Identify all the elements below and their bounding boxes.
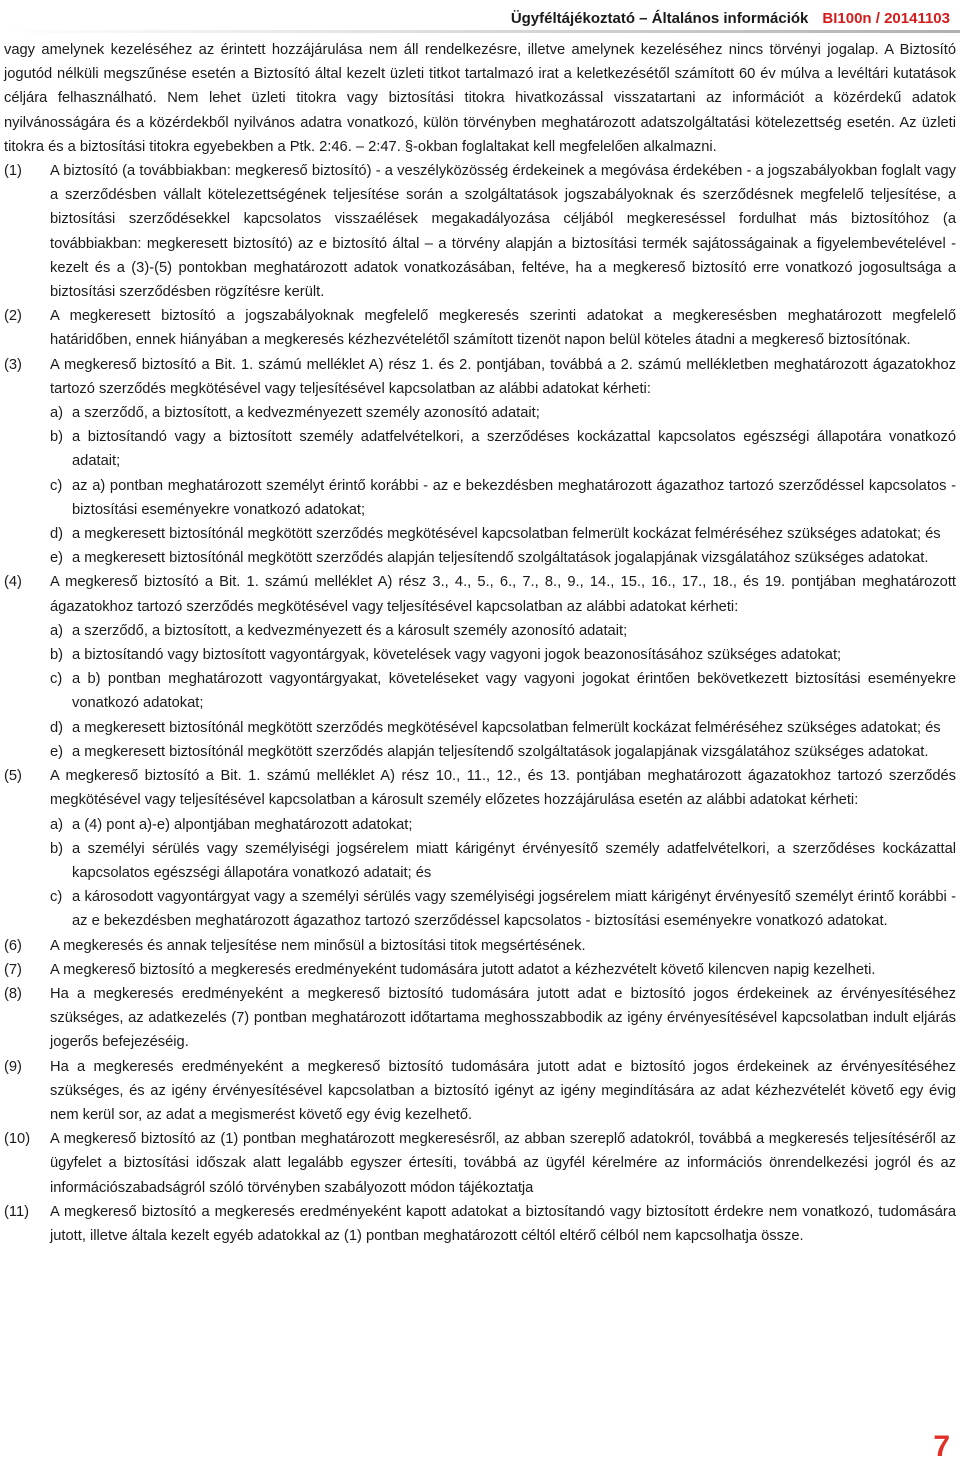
page-body (4, 38, 956, 1248)
list-item-text: A megkereső biztosító a Bit. 1. számú melléklet A) rész 1. és 2. pontjában, továbbá a 2. számú mellékletben meghatározott ágazatokhoz tartozó szerződés megkötésével vagy teljesítésével kapcsolatban az alábbi adatokat kérheti: (50, 356, 956, 397)
list-item-content (50, 570, 956, 764)
list-item (4, 764, 956, 933)
list-item-content (50, 934, 956, 958)
numbered-list (4, 159, 956, 1248)
list-item-text: A megkereső biztosító a Bit. 1. számú melléklet A) rész 3., 4., 5., 6., 7., 8., 9., 14., 15., 16., 17., 18., és 19. pontjában meghatározott ágazatokhoz tartozó szerződés megkötésével vagy teljesítésével kapcsolatban az alábbi adatokat kérheti: (50, 574, 956, 615)
sub-item-letter: a) (50, 405, 64, 422)
sub-item (50, 837, 956, 885)
list-item-number: (3) (4, 356, 22, 373)
list-item-text: Ha a megkeresés eredményeként a megkereső biztosító tudomására jutott adat e biztosító jogos érdekeinek az érvényesítéséhez szükséges, az adatkezelés (7) pontban meghatározott időtartama meghosszabbodik az igény érvényesítésével kapcsolatban indult eljárás jogerős befejezéséig. (50, 985, 956, 1051)
list-item (4, 982, 956, 1055)
list-item-number: (7) (4, 961, 22, 978)
list-item-content (50, 353, 956, 571)
header-document-code: BI100n / 20141103 (822, 9, 950, 27)
list-item-number: (11) (4, 1203, 30, 1220)
list-item-text: A megkeresett biztosító a jogszabályoknak megfelelő megkeresés szerinti adatokat a megkeresésben meghatározott megfelelő határidőben, ennek hiányában a megkeresés kézhezvételétől számított tizenöt napon belül köteles átadni a megkereső biztosítónak. (50, 308, 956, 349)
list-item-content (50, 1127, 956, 1200)
sub-item (50, 425, 956, 473)
sub-item (50, 716, 956, 740)
sub-item-letter: e) (50, 550, 64, 567)
list-item-number: (10) (4, 1131, 31, 1148)
sub-item-letter: b) (50, 429, 64, 446)
list-item-text: A megkeresés és annak teljesítése nem minősül a biztosítási titok megsértésének. (50, 937, 586, 954)
list-item-number: (1) (4, 163, 22, 180)
page-number: 7 (933, 1430, 950, 1463)
sub-item-letter: c) (50, 477, 63, 494)
list-item-text: A megkereső biztosító a megkeresés eredményeként kapott adatokat a biztosítandó vagy biztosított érdekre nem vonatkozó, tudomására jutott, illetve általa kezelt egyéb adatokkal az (1) pontban meghatározott céltól eltérő célból nem kapcsolhatja össze. (50, 1203, 956, 1244)
sub-item-letter: d) (50, 526, 64, 543)
sub-item-letter: d) (50, 719, 64, 736)
list-item (4, 159, 956, 304)
sub-item-text: a megkeresett biztosítónál megkötött szerződés alapján teljesítendő szolgáltatások jogalapjának vizsgálatához szükséges adatokat. (72, 550, 929, 567)
sub-item-text: a megkeresett biztosítónál megkötött szerződés megkötésével kapcsolatban felmerült kockázat felméréséhez szükséges adatokat; és (72, 719, 941, 736)
list-item-content (50, 1200, 956, 1248)
list-item (4, 1055, 956, 1128)
sub-item-letter: e) (50, 743, 64, 760)
sub-item (50, 546, 956, 570)
sub-item-text: a szerződő, a biztosított, a kedvezményezett személy azonosító adatait; (72, 405, 540, 422)
list-item-text: A megkereső biztosító a megkeresés eredményeként tudomására jutott adatot a kézhezvételt követő kilencven napig kezelheti. (50, 961, 876, 978)
list-item-number: (6) (4, 937, 22, 954)
sub-item-letter: a) (50, 622, 64, 639)
sub-item-letter: c) (50, 889, 63, 906)
sub-item-text: a személyi sérülés vagy személyiségi jogsérelem miatt kárigényt érvényesítő személy adatfelvételkori, a szerződéses kockázattal kapcsolatos egészségi állapotára vonatkozó adatait; és (72, 840, 956, 881)
sub-item (50, 740, 956, 764)
list-item (4, 353, 956, 571)
sub-item-text: az a) pontban meghatározott személyt érintő korábbi - az e bekezdésben meghatározott ágazathoz tartozó szerződéssel kapcsolatos - biztosítási eseményekre vonatkozó adatokat; (72, 477, 956, 518)
list-item-content (50, 304, 956, 352)
list-item-number: (5) (4, 768, 22, 785)
sub-item-text: a megkeresett biztosítónál megkötött szerződés megkötésével kapcsolatban felmerült kockázat felméréséhez szükséges adatokat; és (72, 526, 941, 543)
list-item (4, 958, 956, 982)
list-item-text: A megkereső biztosító a Bit. 1. számú melléklet A) rész 10., 11., 12., és 13. pontjában meghatározott ágazatokhoz tartozó szerződés megkötésével vagy teljesítésével kapcsolatban a károsult személy előzetes hozzájárulása esetén az alábbi adatokat kérheti: (50, 768, 956, 809)
sub-item-text: a biztosítandó vagy a biztosított személy adatfelvételkori, a szerződéses kockázattal kapcsolatos egészségi állapotára vonatkozó adatait; (72, 429, 956, 470)
sub-item-letter: c) (50, 671, 63, 688)
list-item-number: (2) (4, 308, 22, 325)
list-item (4, 304, 956, 352)
sub-item-text: a szerződő, a biztosított, a kedvezményezett és a károsult személy azonosító adatait; (72, 622, 628, 639)
list-item-content (50, 159, 956, 304)
sub-item-letter: b) (50, 840, 64, 857)
list-item-content (50, 1055, 956, 1128)
list-item-text: A megkereső biztosító az (1) pontban meghatározott megkeresésről, az abban szereplő adatokról, továbbá a megkeresés teljesítéséről az ügyfelet a biztosítási időszak alatt legalább egyszer értesíti, továbbá az ügyfél kérelmére az információs önrendelkezési jogról és az információszabadságról szóló törvényben szabályozott módon tájékoztatja (50, 1131, 956, 1196)
sub-item (50, 522, 956, 546)
sub-item (50, 401, 956, 425)
sub-item-text: a (4) pont a)-e) alpontjában meghatározott adatokat; (72, 816, 413, 833)
list-item-number: (4) (4, 574, 22, 591)
sub-item (50, 619, 956, 643)
intro-paragraph: vagy amelynek kezeléséhez az érintett hozzájárulása nem áll rendelkezésre, illetve amelynek kezeléséhez nincs törvényi jogalap. A Biztosító jogutód nélküli megszűnése esetén a Biztosító által kezelt üzleti titkot tartalmazó irat a keletkezésétől számított 60 év múlva a levéltári kutatások céljára felhasználható. Nem lehet üzleti titokra vagy biztosítási titokra hivatkozással visszatartani az információt a közérdekű adatok nyilvánosságára és a közérdekből nyilvános adatra vonatkozó, külön törvényben meghatározott adatszolgáltatási kötelezettség esetén. Az üzleti titokra és a biztosítási titokra egyebekben a Ptk. 2:46. – 2:47. §-okban foglaltakat kell megfelelően alkalmazni. (4, 42, 956, 155)
list-item-number: (8) (4, 985, 22, 1002)
list-item-number: (9) (4, 1058, 22, 1075)
list-item-text: A biztosító (a továbbiakban: megkereső biztosító) - a veszélyközösség érdekeinek a megóvása érdekében - a jogszabályokban foglalt vagy a szerződésben vállalt kötelezettségének teljesítése során a szolgáltatások jogszabályoknak és szerződésnek megfelelő teljesítése, a biztosítási szerződésekkel kapcsolatos visszaélések megakadályozása céljából megkereséssel fordulhat más biztosítóhoz (a továbbiakban: megkeresett biztosító) az e biztosító által – a törvény alapján a biztosítási termék sajátosságainak a figyelembevételével - kezelt és a (3)-(5) pontokban meghatározott adatok vonatkozásában, feltéve, ha a megkereső biztosító erre vonatkozó jogosultsága a biztosítási szerződésben rögzítésre került. (50, 163, 956, 301)
sub-item-letter: b) (50, 647, 64, 664)
list-item-content (50, 958, 956, 982)
sub-item (50, 643, 956, 667)
list-item (4, 1200, 956, 1248)
sub-item-letter: a) (50, 816, 64, 833)
sub-item (50, 813, 956, 837)
list-item (4, 934, 956, 958)
sub-item-text: a károsodott vagyontárgyat vagy a személyi sérülés vagy személyiségi jogsérelem miatt kárigényt érvényesítő személyt érintő korábbi - az e bekezdésben meghatározott ágazathoz tartozó szerződéssel kapcsolatos - biztosítási eseményekre vonatkozó adatokat. (72, 889, 956, 930)
list-item-content (50, 764, 956, 933)
list-item-text: Ha a megkeresés eredményeként a megkereső biztosító tudomására jutott adat e biztosító jogos érdekeinek az érvényesítéséhez szükséges, és az igény érvényesítésével kapcsolatban a biztosító igényt az igény megindítására az adat kézhezvételét követő egy évig nem kerül sor, az adat a megismerést követő egy évig kezelhető. (50, 1058, 956, 1123)
sub-item-text: a biztosítandó vagy biztosított vagyontárgyak, követelések vagy vagyoni jogok beazonosításához szükséges adatokat; (72, 647, 842, 664)
sub-item-text: a b) pontban meghatározott vagyontárgyakat, követeléseket vagy vagyoni jogokat érintően bekövetkezett biztosítási eseményekre vonatkozó adatokat; (72, 671, 956, 712)
header-section-title: Ügyféltájékoztató – Általános információk (510, 9, 809, 27)
sub-item (50, 667, 956, 715)
header-divider (0, 30, 960, 33)
sub-item (50, 474, 956, 522)
list-item (4, 1127, 956, 1200)
sub-item (50, 885, 956, 933)
sub-item-text: a megkeresett biztosítónál megkötött szerződés alapján teljesítendő szolgáltatások jogalapjának vizsgálatához szükséges adatokat. (72, 743, 929, 760)
list-item-content (50, 982, 956, 1055)
list-item (4, 570, 956, 764)
